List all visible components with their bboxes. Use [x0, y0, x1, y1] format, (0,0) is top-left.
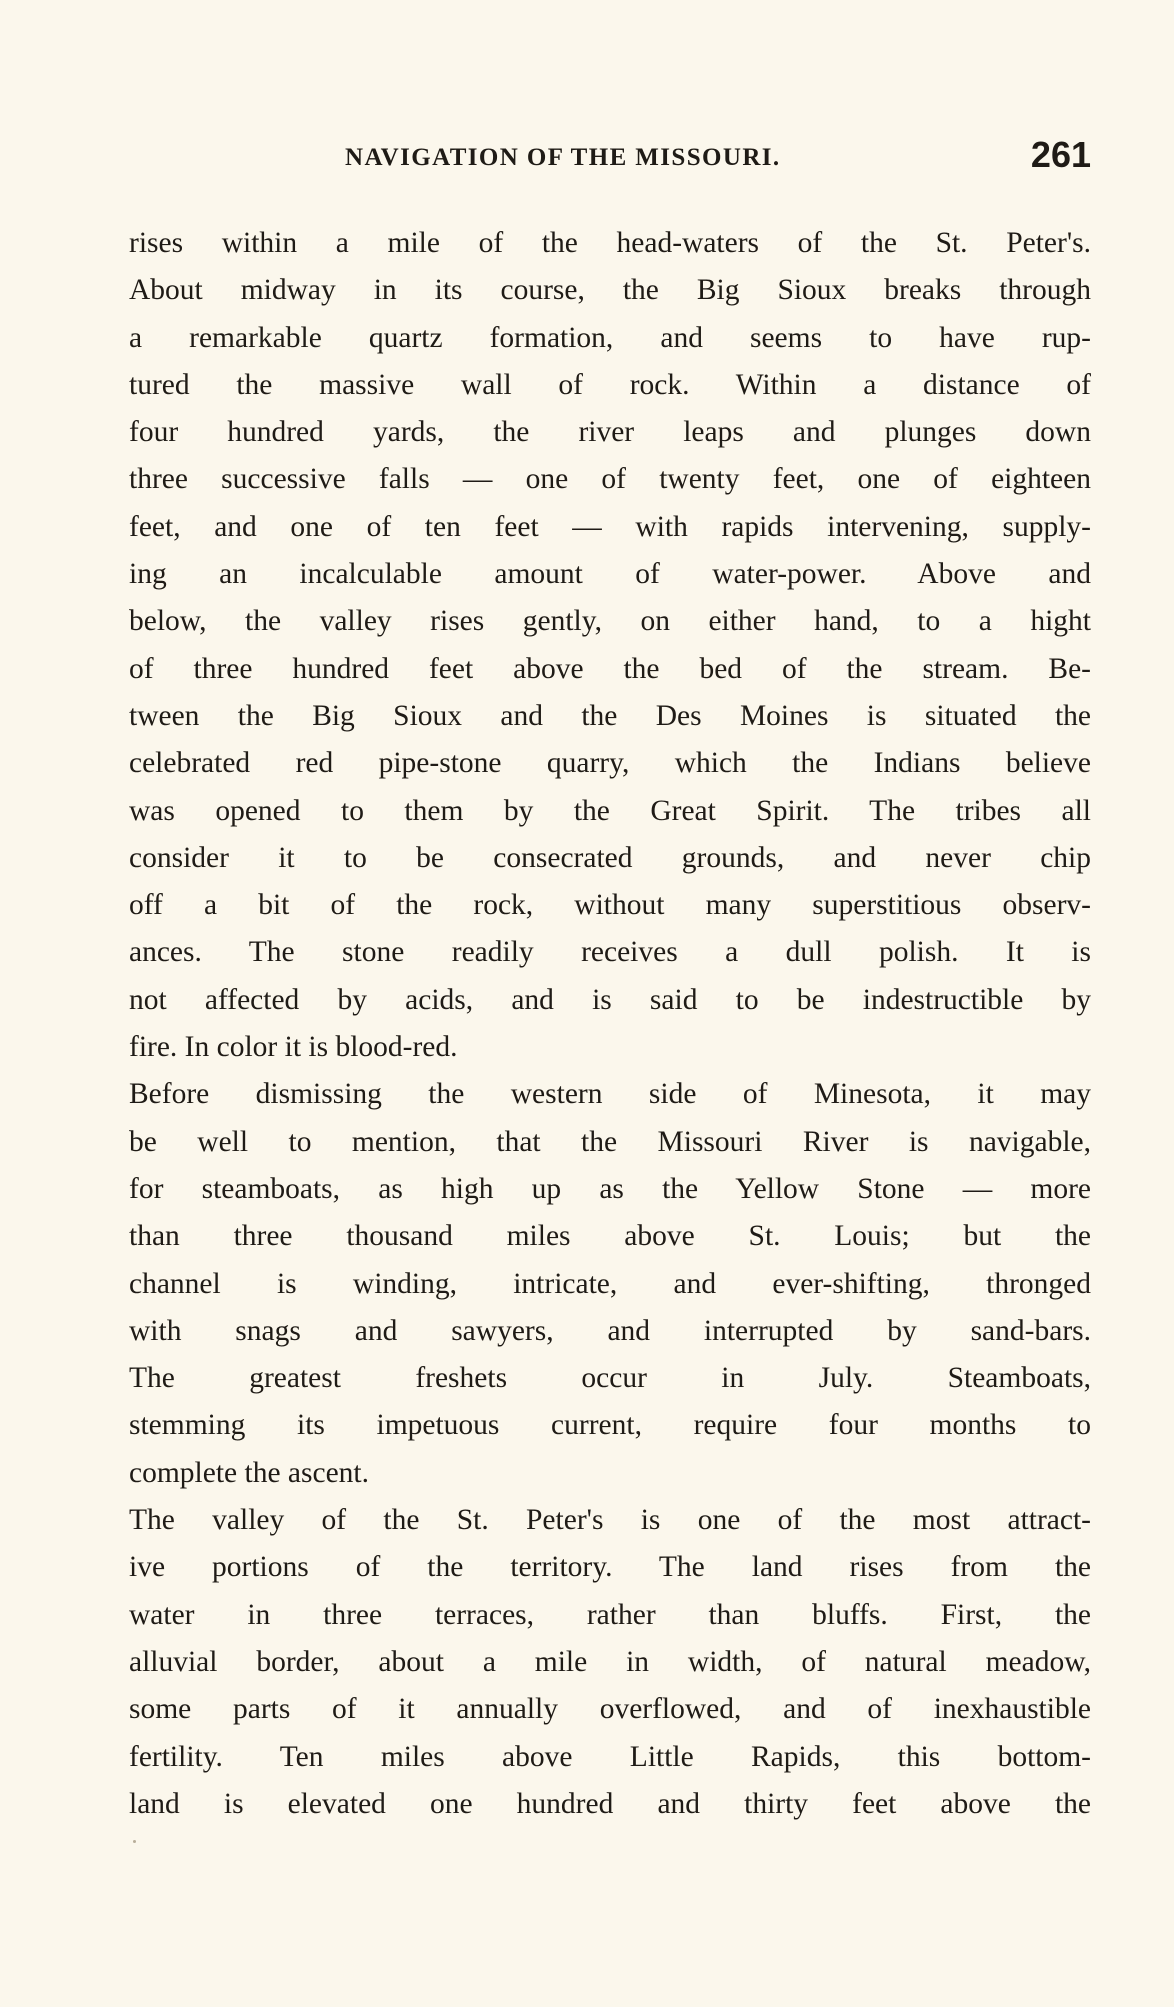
- text-line: rises within a mile of the head-waters of the St. Peter's.: [129, 227, 1091, 259]
- page-number: 261: [1030, 134, 1091, 175]
- running-head: [129, 134, 1091, 178]
- text-line: than three thousand miles above St. Louis; but the: [129, 1220, 1091, 1253]
- text-line: three successive falls — one of twenty feet, one of eighteen: [129, 463, 1091, 496]
- text-line: with snags and sawyers, and interrupted by sand-bars.: [129, 1314, 1091, 1347]
- text-line: alluvial border, about a mile in width, of natural meadow,: [129, 1645, 1091, 1678]
- text-line: ances. The stone readily receives a dull polish. It is: [129, 936, 1091, 969]
- text-line: ing an incalculable amount of water-power. Above and: [129, 558, 1091, 591]
- text-line: for steamboats, as high up as the Yellow Stone — more: [129, 1172, 1091, 1205]
- text-line: not affected by acids, and is said to be indestructible by: [129, 983, 1091, 1016]
- text-line: fertility. Ten miles above Little Rapids, this bottom-: [129, 1740, 1091, 1773]
- text-line: water in three terraces, rather than bluffs. First, the: [129, 1598, 1091, 1631]
- text-line: four hundred yards, the river leaps and plunges down: [129, 416, 1091, 449]
- text-line: was opened to them by the Great Spirit. The tribes all: [129, 794, 1091, 827]
- text-line: below, the valley rises gently, on either hand, to a hight: [129, 605, 1091, 638]
- text-line: feet, and one of ten feet — with rapids intervening, supply-: [129, 510, 1091, 543]
- text-line: channel is winding, intricate, and ever-shifting, thronged: [129, 1267, 1091, 1300]
- text-line: ive portions of the territory. The land rises from the: [129, 1551, 1091, 1584]
- text-line: fire. In color it is blood-red.: [129, 1031, 458, 1064]
- text-line: stemming its impetuous current, require four months to: [129, 1409, 1091, 1442]
- text-line: land is elevated one hundred and thirty feet above the: [129, 1787, 1091, 1820]
- paper-speck: [133, 1840, 136, 1843]
- body-text: [129, 220, 1091, 1828]
- running-title: NAVIGATION OF THE MISSOURI.: [345, 144, 781, 171]
- text-line: Before dismissing the western side of Minesota, it may: [129, 1078, 1091, 1111]
- text-line: consider it to be consecrated grounds, and never chip: [129, 841, 1091, 874]
- text-line: The valley of the St. Peter's is one of the most attract-: [129, 1504, 1091, 1537]
- text-line: tween the Big Sioux and the Des Moines is situated the: [129, 699, 1091, 732]
- text-line: of three hundred feet above the bed of the stream. Be-: [129, 652, 1091, 685]
- text-line: The greatest freshets occur in July. Steamboats,: [129, 1362, 1091, 1395]
- text-line: some parts of it annually overflowed, and of inexhaustible: [129, 1693, 1091, 1726]
- text-line: be well to mention, that the Missouri River is navigable,: [129, 1125, 1091, 1158]
- text-line: tured the massive wall of rock. Within a distance of: [129, 368, 1091, 401]
- text-line: off a bit of the rock, without many superstitious observ-: [129, 889, 1091, 922]
- text-line: celebrated red pipe-stone quarry, which the Indians believe: [129, 747, 1091, 780]
- text-line: complete the ascent.: [129, 1456, 369, 1489]
- text-line: About midway in its course, the Big Sioux breaks through: [129, 274, 1091, 307]
- text-line: a remarkable quartz formation, and seems to have rup-: [129, 321, 1091, 354]
